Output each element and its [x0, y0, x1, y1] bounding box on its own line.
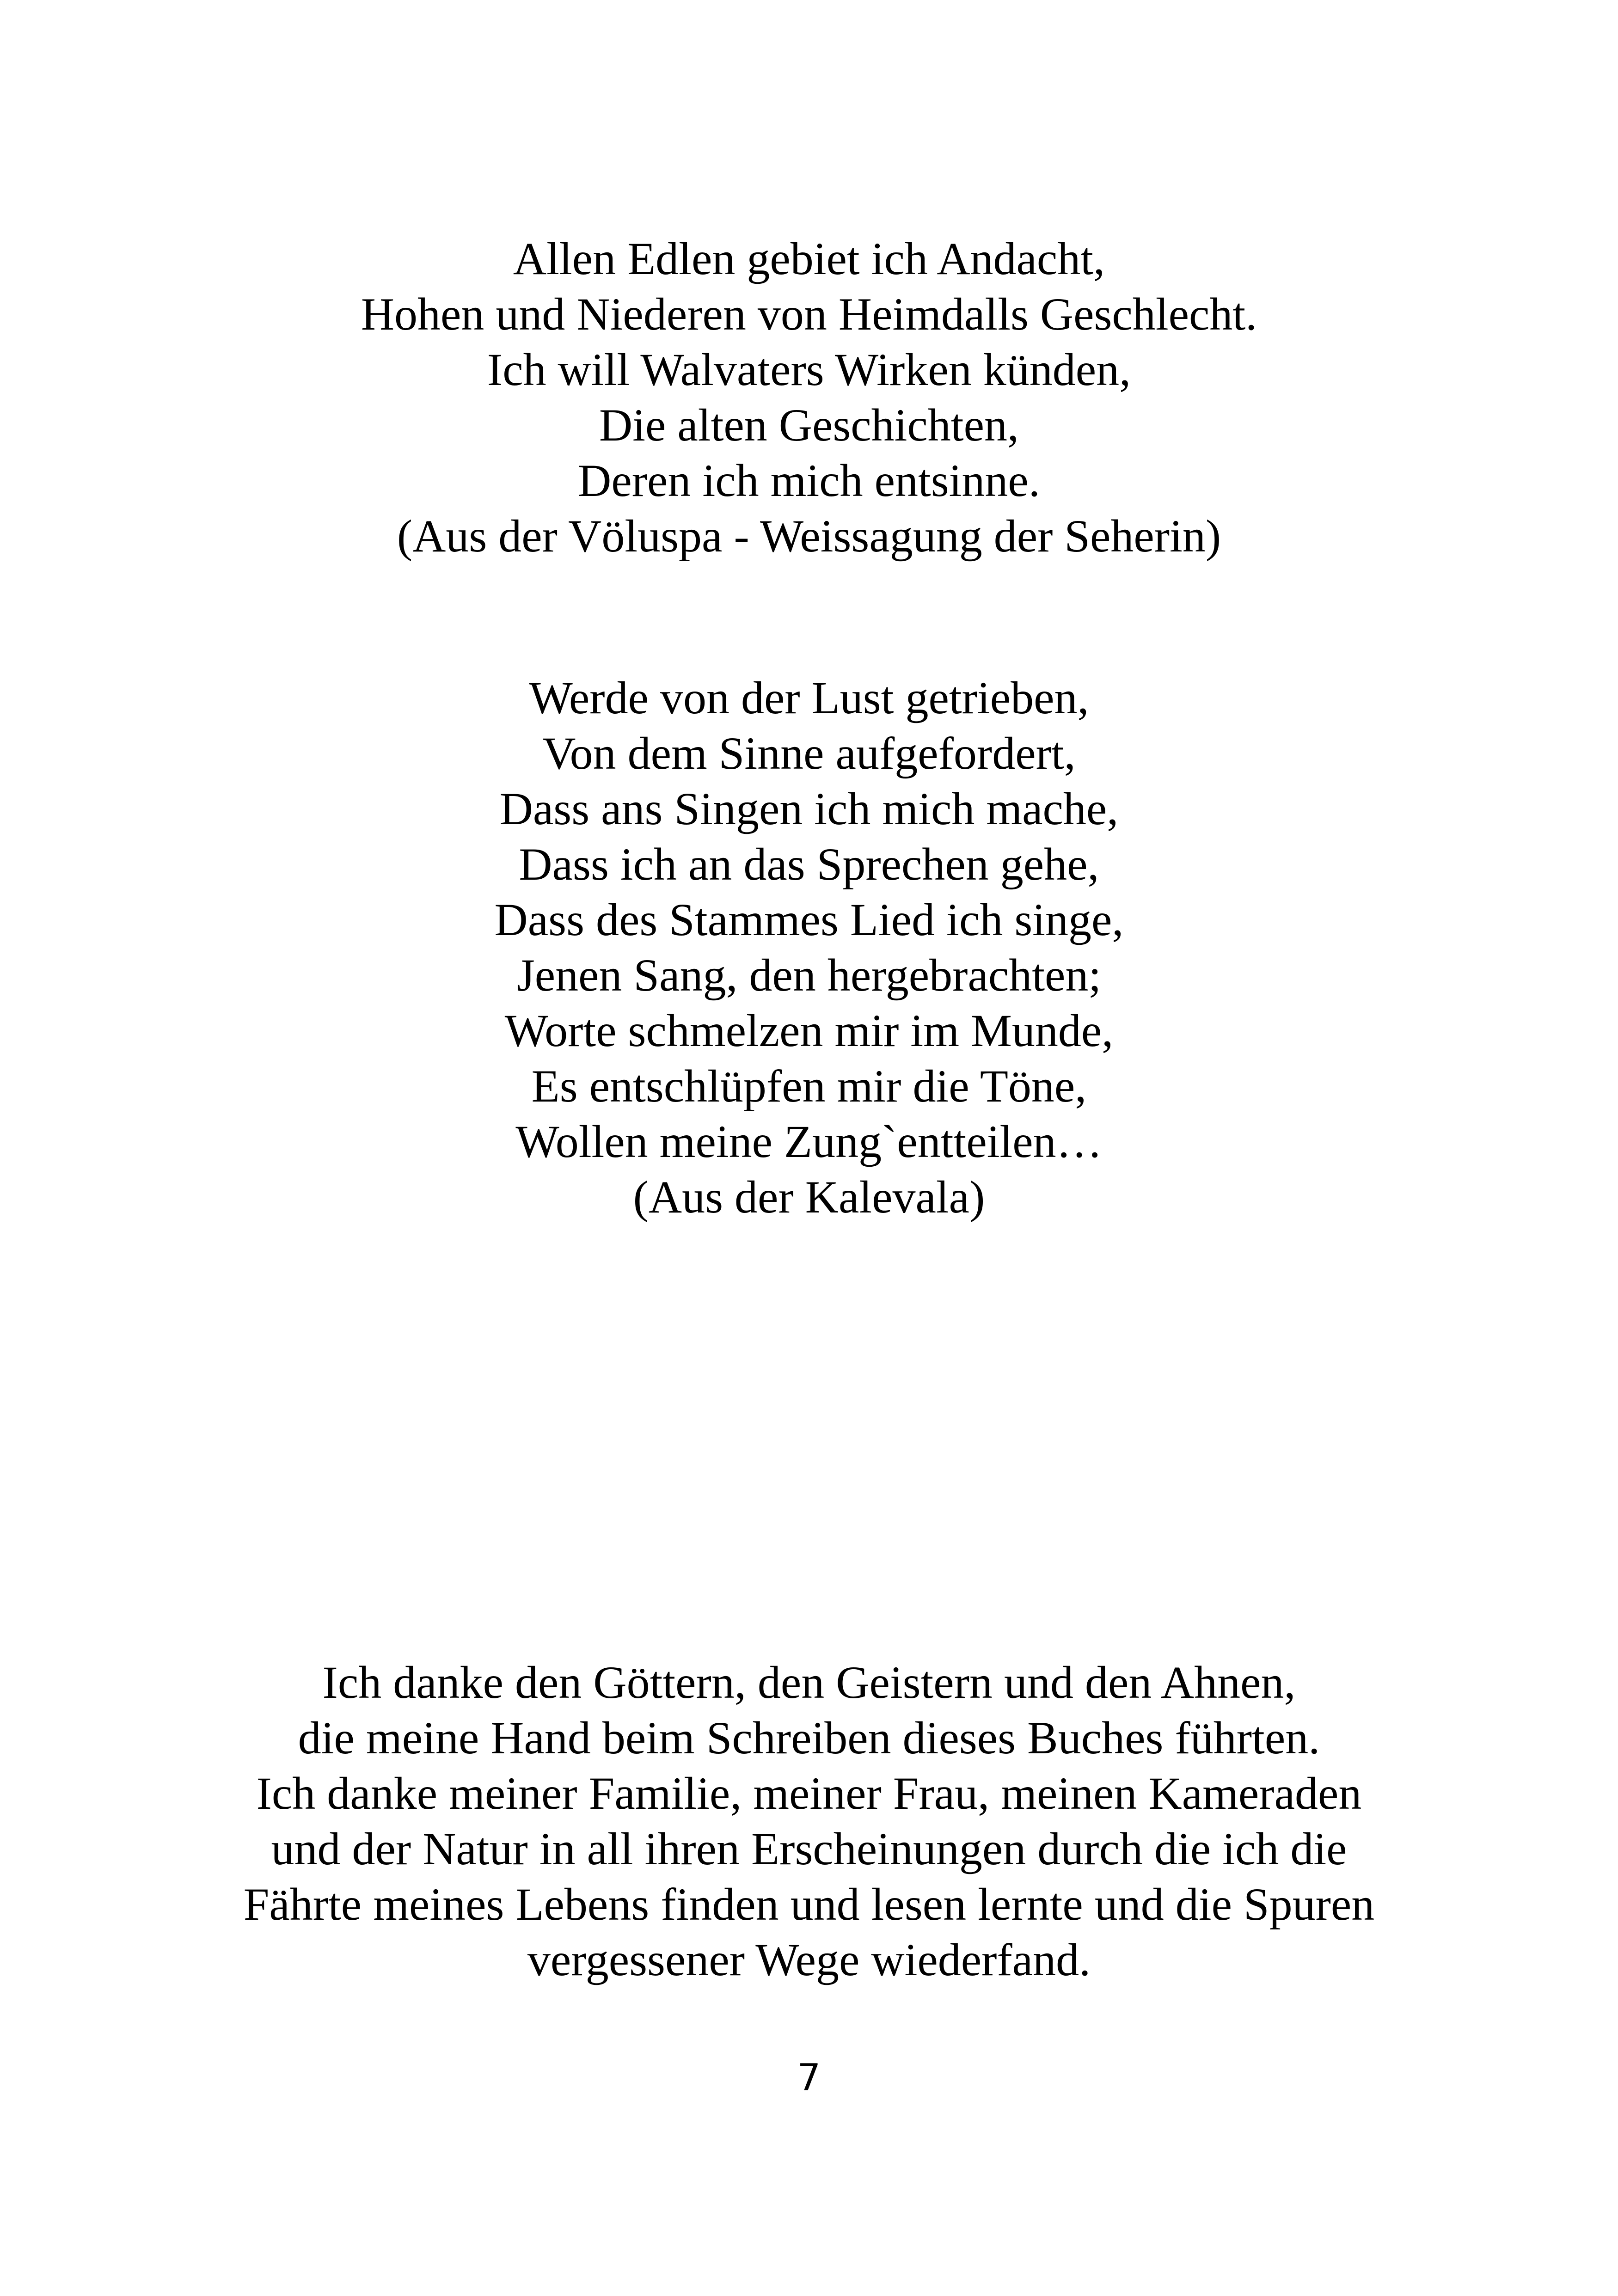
voluspa-line: Ich will Walvaters Wirken künden,: [487, 344, 1131, 395]
kalevala-line: Wollen meine Zung`entteilen…: [515, 1116, 1103, 1167]
voluspa-line: Die alten Geschichten,: [599, 399, 1019, 451]
acknowledgement: [0, 1655, 1618, 1988]
acknowledgement-line: und der Natur in all ihren Erscheinungen durch die ich die: [271, 1823, 1347, 1874]
kalevala-line: Dass ich an das Sprechen gehe,: [519, 839, 1099, 890]
voluspa-line: Deren ich mich entsinne.: [578, 455, 1040, 506]
kalevala-stanza: [0, 670, 1618, 1225]
voluspa-line: Allen Edlen gebiet ich Andacht,: [513, 233, 1105, 284]
kalevala-source: (Aus der Kalevala): [633, 1171, 985, 1223]
kalevala-line: Dass des Stammes Lied ich singe,: [494, 894, 1124, 945]
acknowledgement-line: Ich danke den Göttern, den Geistern und den Ahnen,: [322, 1657, 1296, 1708]
voluspa-source: (Aus der Völuspa - Weissagung der Seherin): [397, 510, 1221, 562]
acknowledgement-line: vergessener Wege wiederfand.: [527, 1934, 1091, 1985]
acknowledgement-line: Ich danke meiner Familie, meiner Frau, meinen Kameraden: [256, 1768, 1362, 1819]
acknowledgement-line: die meine Hand beim Schreiben dieses Buches führten.: [298, 1712, 1320, 1763]
page-number: 7: [797, 2056, 821, 2099]
kalevala-line: Es entschlüpfen mir die Töne,: [531, 1060, 1087, 1112]
voluspa-stanza: [0, 231, 1618, 564]
kalevala-line: Werde von der Lust getrieben,: [529, 672, 1089, 723]
kalevala-line: Von dem Sinne aufgefordert,: [542, 728, 1076, 779]
kalevala-line: Jenen Sang, den hergebrachten;: [516, 949, 1102, 1001]
kalevala-line: Worte schmelzen mir im Munde,: [504, 1005, 1114, 1056]
kalevala-line: Dass ans Singen ich mich mache,: [499, 783, 1119, 834]
voluspa-line: Hohen und Niederen von Heimdalls Geschlecht.: [361, 288, 1257, 340]
acknowledgement-line: Fährte meines Lebens finden und lesen lernte und die Spuren: [243, 1879, 1375, 1930]
